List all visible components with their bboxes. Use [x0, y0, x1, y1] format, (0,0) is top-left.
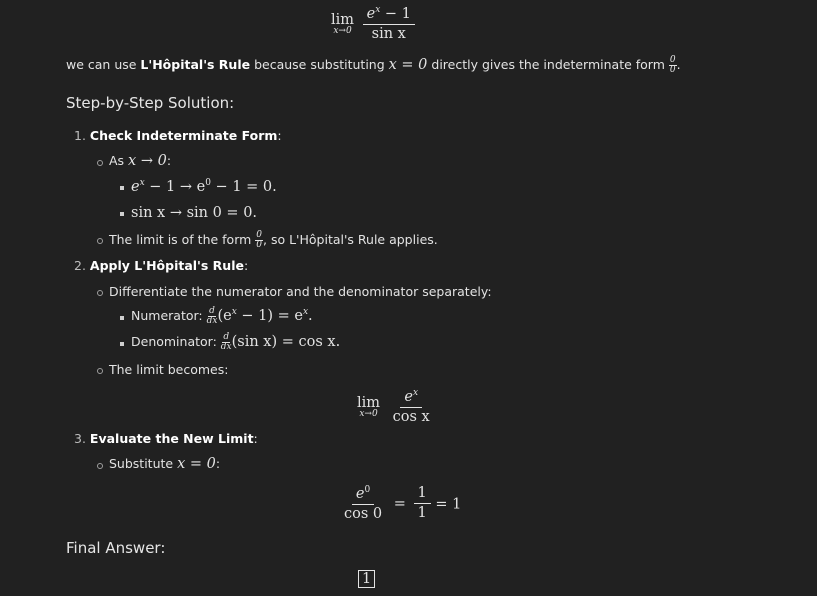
step2-colon: : [243, 258, 249, 273]
step3-b1-math: x = 0 [177, 456, 216, 472]
step2-sub2 [131, 333, 340, 352]
step3-f1-den: cos 0 [344, 505, 383, 522]
bullet-square-icon [120, 186, 124, 190]
step2-sub1 [131, 307, 313, 326]
bullet-square-icon [120, 212, 124, 216]
step1-bullet2 [109, 231, 438, 250]
step2-s1-label: Numerator: [131, 308, 207, 323]
step2-title-line [74, 258, 248, 273]
step2-s1-b: − 1) = e [236, 308, 303, 324]
step1-s1-exp2: 0 [205, 178, 211, 188]
step2-s1-c: . [308, 308, 313, 324]
step3-f2-den: 1 [417, 505, 427, 522]
intro-frac-num: 0 [669, 55, 676, 65]
step3-title-line [74, 431, 258, 446]
intro-frac-den: 0 [669, 65, 676, 75]
final-answer: 1 [358, 570, 375, 588]
bullet-circle-icon [97, 238, 103, 244]
step1-number: 1. [74, 128, 86, 143]
step1-b1-pre: As [109, 153, 129, 168]
intro-bold: L'Hôpital's Rule [140, 57, 251, 72]
step3-display-equation [340, 486, 461, 523]
step3-title: Evaluate the New Limit [89, 431, 254, 446]
step2-s2-dd: dx [220, 342, 232, 352]
step2-bullet1: Differentiate the numerator and the denominator separately: [109, 284, 492, 299]
step1-b2-post: , so L'Hôpital's Rule applies. [263, 232, 438, 247]
final-heading: Final Answer: [66, 539, 166, 557]
step1-s1-b: − 1 → e [144, 178, 206, 195]
step2-number: 2. [74, 258, 86, 273]
step3-eq1: = [393, 496, 406, 513]
top-num-tail: − 1 [380, 5, 411, 22]
step1-colon: : [277, 128, 282, 143]
step2-s1-a: (e [217, 308, 232, 324]
intro-post: directly gives the indeterminate form [427, 57, 669, 72]
bullet-circle-icon [97, 463, 103, 469]
step3-colon: : [253, 431, 258, 446]
step2-disp-num: e [404, 388, 413, 405]
step3-b1-end: : [215, 456, 221, 471]
intro-mid: because substituting [250, 57, 389, 72]
intro-pre: we can use [66, 57, 141, 72]
top-lim-sub: x→0 [333, 26, 352, 37]
step1-b1-end: : [166, 153, 172, 168]
bullet-circle-icon [97, 160, 103, 166]
steps-heading: Step-by-Step Solution: [66, 94, 235, 112]
final-answer-box [358, 571, 375, 587]
step1-b2-fnum: 0 [256, 230, 263, 240]
step1-s1-exp: x [139, 178, 145, 188]
step1-b2-fden: 0 [256, 240, 263, 250]
step2-display-limit [357, 389, 434, 426]
step3-b1-pre: Substitute [109, 456, 178, 471]
step3-f2-num: 1 [414, 486, 431, 504]
step1-sub1 [131, 178, 277, 195]
step2-disp-sub: x→0 [359, 409, 378, 420]
step2-disp-exp: x [412, 388, 419, 398]
top-lim-word: lim [331, 12, 355, 29]
step1-title-line [74, 128, 282, 143]
step1-sub2: sin x → sin 0 = 0. [131, 205, 258, 221]
step1-bullet1 [109, 153, 171, 169]
step1-s1-c: − 1 = 0. [210, 178, 277, 195]
step2-s1-dn: d [209, 306, 215, 316]
step2-s1-dd: dx [206, 316, 218, 326]
step3-number: 3. [74, 431, 86, 446]
step2-title: Apply L'Hôpital's Rule [89, 258, 244, 273]
step2-s2-math: (sin x) = cos x. [231, 334, 341, 350]
bullet-circle-icon [97, 290, 103, 296]
intro-paragraph [66, 56, 681, 75]
top-den: sin x [371, 25, 406, 42]
step2-s2-dn: d [223, 332, 230, 342]
step3-eq2: = 1 [435, 496, 462, 513]
intro-end: . [676, 57, 681, 72]
step2-s1-exp: x [231, 307, 237, 318]
step1-b1-math: x → 0 [128, 153, 167, 169]
step3-f1-exp: 0 [364, 485, 371, 495]
intro-math: x = 0 [388, 57, 428, 73]
bullet-square-icon [120, 316, 124, 320]
step2-bullet2: The limit becomes: [109, 362, 229, 377]
top-limit-expression [331, 6, 415, 43]
step2-s2-label: Denominator: [131, 334, 221, 349]
top-num-exp: x [375, 5, 381, 15]
bullet-square-icon [120, 342, 124, 346]
top-num: e [366, 5, 376, 22]
step2-s1-exp2: x [302, 307, 309, 318]
step2-disp-den: cos x [392, 408, 430, 425]
step1-b2-pre: The limit is of the form [109, 232, 256, 247]
step1-title: Check Indeterminate Form [89, 128, 278, 143]
bullet-circle-icon [97, 368, 103, 374]
step2-disp-lim: lim [357, 395, 381, 412]
step1-s1-a: e [131, 178, 140, 195]
step3-bullet1 [109, 456, 220, 472]
step3-f1-num: e [355, 485, 365, 502]
